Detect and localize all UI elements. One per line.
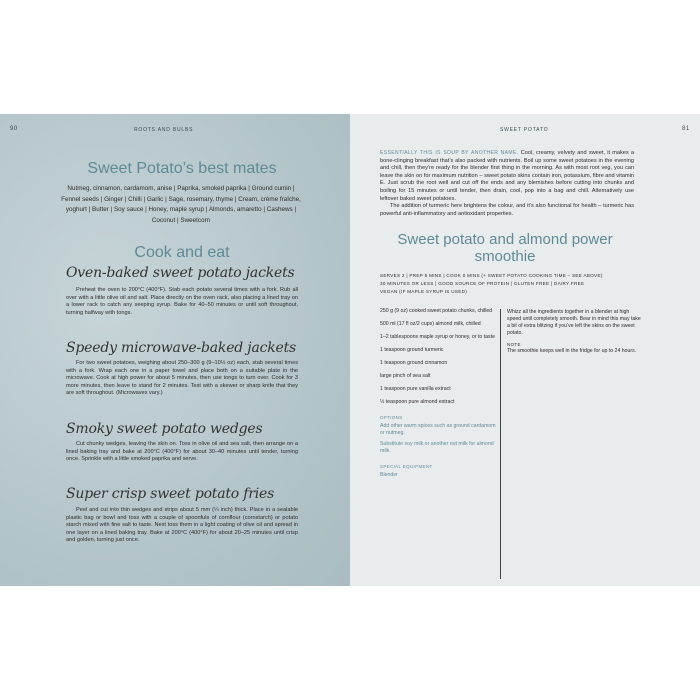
ingredient: large pinch of sea salt bbox=[380, 373, 431, 379]
right-folio: 81 bbox=[682, 126, 690, 132]
recipe-title: Sweet potato and almond power smoothie bbox=[397, 231, 613, 265]
ingredient: ½ teaspoon pure almond extract bbox=[380, 399, 455, 405]
ingredient: 500 ml (17 fl oz/2 cups) almond milk, chilled bbox=[380, 321, 481, 327]
left-running-head: ROOTS AND BULBS bbox=[134, 127, 194, 133]
right-running-head: SWEET POTATO bbox=[500, 127, 549, 133]
ingredient: 1 teaspoon ground turmeric bbox=[380, 347, 444, 353]
section-heading-microwave: Speedy microwave-baked jackets bbox=[66, 340, 297, 356]
ingredient: 1 teaspoon pure vanilla extract bbox=[380, 386, 451, 392]
section-text-fries: Peel and cut into thin wedges and strips about 5 mm (¼ inch) thick. Place in a sealable plastic bag or bowl and toss with a couple of spoonfuls of cornflour (cornstarch) or potato starch mixed with fine salt to taste. Next toss them in a light coating of olive oil and spread in one layer on a lined baking tray. Bake at 200°C (400°F) for about 20–25 minutes until crisp and golden, turning just once. bbox=[66, 507, 298, 544]
section-heading-wedges: Smoky sweet potato wedges bbox=[66, 421, 263, 437]
mates-title: Sweet Potato’s best mates bbox=[87, 160, 277, 177]
equipment-text: Blender bbox=[380, 472, 398, 478]
ingredient: 1 teaspoon ground cinnamon bbox=[380, 360, 448, 366]
mates-list: Nutmeg, cinnamon, cardamom, anise | Paprika, smoked paprika | Ground cumin | Fennel seeds | Ginger | Chilli | Garlic | Sage, rosemary, thyme | Cream, crème fraîche, yoghurt | Butter | Soy sauce | Honey, maple syrup | Almonds, amaretto | Cashews | Coconut | Sweetcorn bbox=[61, 185, 301, 224]
recipe-meta bbox=[380, 272, 640, 296]
intro-paragraph bbox=[380, 150, 634, 218]
column-divider bbox=[500, 309, 501, 579]
section-text-microwave: For two sweet potatoes, weighing about 250–300 g (9–10½ oz) each, stab several times with a fork. Wrap each one in a paper towel and place both on a suitable plate in the microwave. Cook at high power for about 5 minutes, then use tongs to turn over. Cook for 3 more minutes, then leave to stand for 2 minutes. Test with a skewer or sharp knife that they are soft throughout. (Microwaves vary.) bbox=[66, 360, 298, 397]
intro-text: Cool, creamy, velvety and sweet, it makes a bone-clinging breakfast that’s also packed with nutrients. Boil up some sweet potatoes in the evening and chill, then they’re ready for the blender first thing in the morning. As with most root veg, you can leave the skin on for maximum nutrition – sweet potato skins contain iron, potassium, fibre and vitamin E. Just scrub the root well and cut off the ends and any blemishes before cutting into chunks and boiling for 15 minutes or until tender, then drain, cool, pop into a bag and chill. Alternatively use leftover baked sweet potatoes. bbox=[380, 150, 634, 202]
section-text-oven-baked: Preheat the oven to 200°C (400°F). Stab each potato several times with a fork. Rub all over with a little olive oil and salt. Place directly on the oven rack, also placing a lined tray on a lower rack to catch any seeping syrup. Bake for 40–50 minutes or until soft throughout, turning halfway with tongs. bbox=[66, 287, 298, 316]
left-folio: 90 bbox=[10, 126, 18, 132]
section-heading-oven-baked: Oven-baked sweet potato jackets bbox=[66, 265, 295, 281]
intro-lead: ESSENTIALLY THIS IS SOUP BY ANOTHER NAME. bbox=[380, 150, 519, 156]
meta-line-2: 30 MINUTES OR LESS | GOOD SOURCE OF PROTEIN | GLUTEN FREE | DAIRY FREE bbox=[380, 281, 585, 286]
ingredient: 1–2 tablespoons maple syrup or honey, or to taste bbox=[380, 334, 495, 340]
cook-and-eat-title: Cook and eat bbox=[134, 244, 230, 261]
method-column bbox=[507, 309, 641, 355]
section-heading-fries: Super crisp sweet potato fries bbox=[66, 486, 275, 502]
note-text: The smoothie keeps well in the fridge for up to 24 hours. bbox=[507, 348, 637, 354]
section-text-wedges: Cut chunky wedges, leaving the skin on. Toss in olive oil and sea salt, then arrange on a lined baking tray and bake at 200°C (400°F) for about 30–40 minutes until tender, turning once. Sprinkle with a little smoked paprika and serve. bbox=[66, 441, 298, 463]
meta-line-3: VEGAN (IF MAPLE SYRUP IS USED) bbox=[380, 289, 468, 294]
meta-line-1: SERVES 2 | PREP 5 MINS | COOK 0 MINS (+ SWEET POTATO COOKING TIME – SEE ABOVE) bbox=[380, 273, 603, 278]
note-label: NOTE bbox=[507, 342, 521, 347]
ingredients-column bbox=[380, 308, 496, 483]
option-item: Add other warm spices such as ground cardamom or nutmeg. bbox=[380, 423, 496, 436]
intro-text-2: The addition of turmeric here brightens the colour, and it’s also functional for health – turmeric has powerful anti-inflammatory and antioxidant properties. bbox=[380, 203, 634, 217]
ingredient: 250 g (9 oz) cooked sweet potato chunks, chilled bbox=[380, 308, 493, 314]
options-label: OPTIONS bbox=[380, 415, 403, 420]
option-item: Substitute soy milk or another nut milk for almond milk. bbox=[380, 441, 494, 454]
method-text: Whizz all the ingredients together in a blender at high speed until completely smooth. Bear in mind this may take a bit of extra blitzing if you’ve left the skins on the sweet potato. bbox=[507, 309, 641, 336]
equipment-label: SPECIAL EQUIPMENT bbox=[380, 464, 433, 469]
